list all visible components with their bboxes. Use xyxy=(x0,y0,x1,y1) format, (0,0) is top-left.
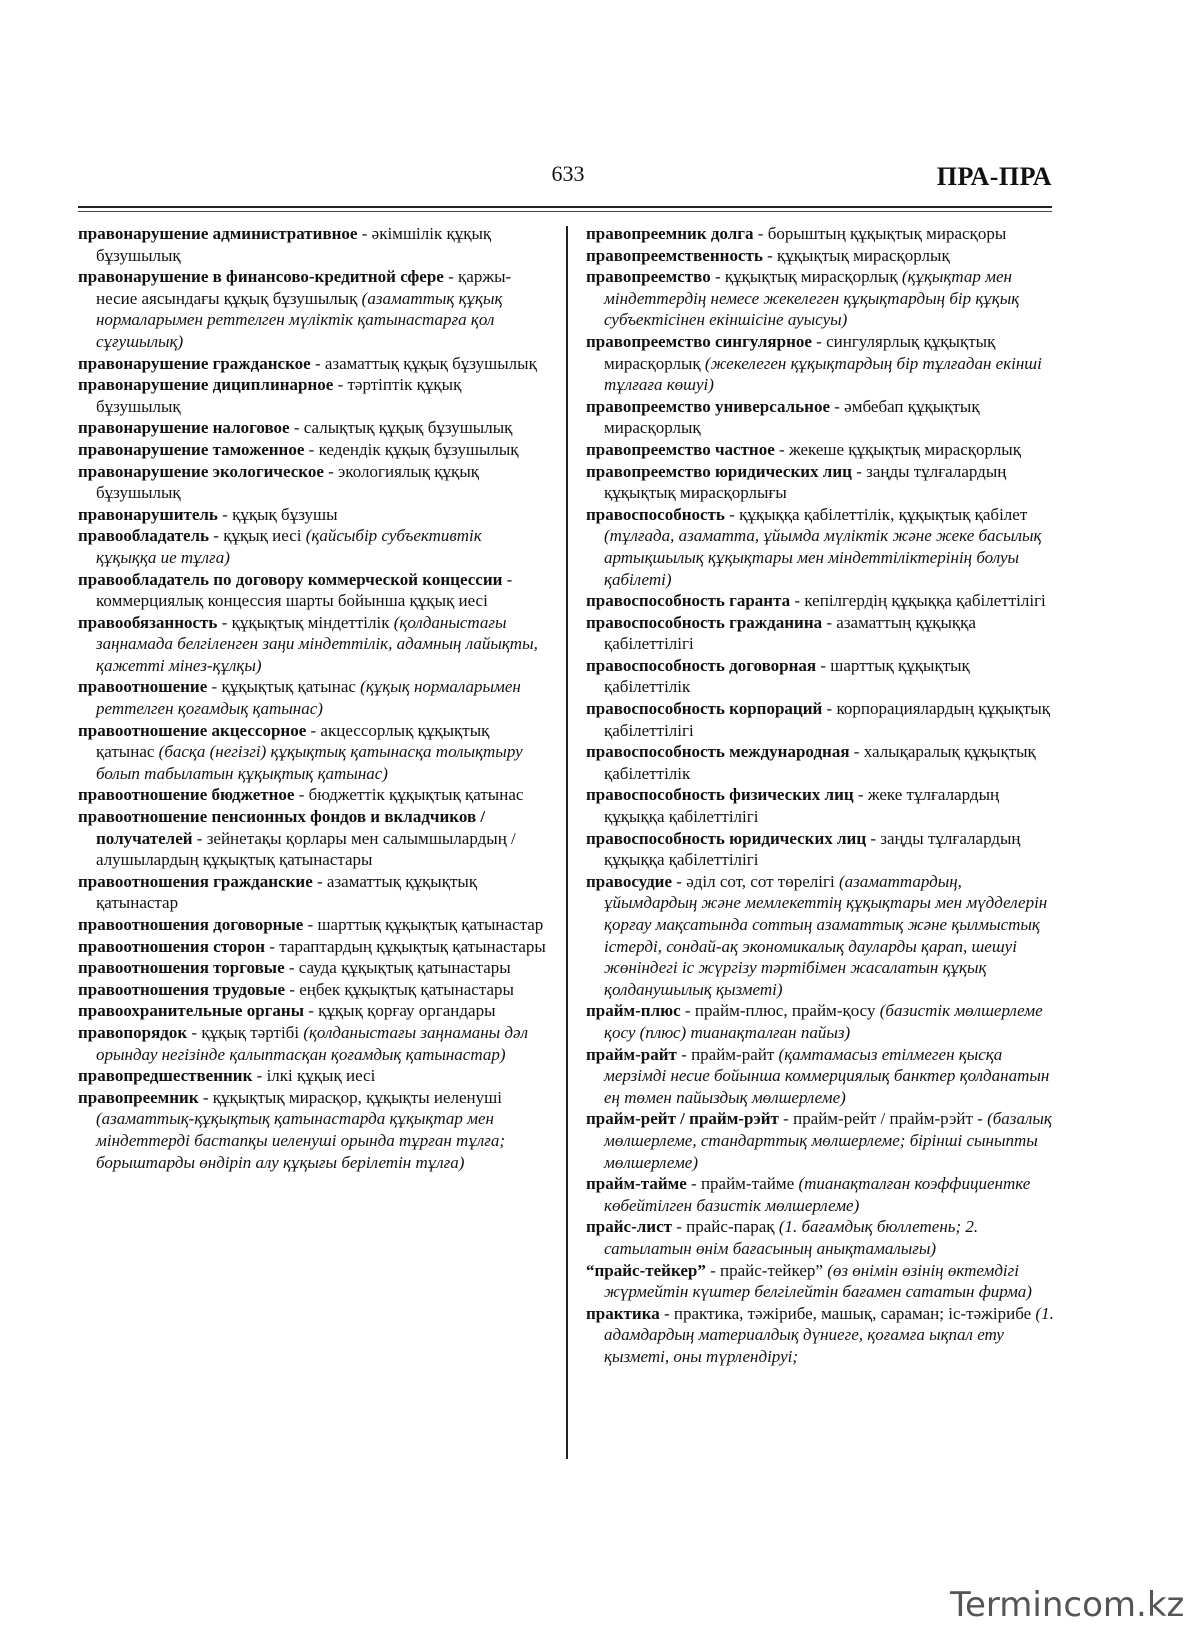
entry-gloss: (өз өнімін өзінің өктемдігі жүрмейтін күштер белгілейтін бағамен сататын фирма) xyxy=(604,1260,1032,1302)
dictionary-entry xyxy=(586,871,1056,1001)
entry-definition: азаматтың құқыққа қабілеттілігі xyxy=(604,612,976,654)
entry-definition: әкімшілік құқық бұзушылық xyxy=(96,224,492,265)
dictionary-entry xyxy=(78,223,546,266)
entry-separator: - xyxy=(357,224,372,243)
header-rule-thick xyxy=(78,206,1052,208)
entry-headword: правоотношения торговые xyxy=(78,958,285,978)
entry-separator: - xyxy=(659,1303,674,1323)
entry-gloss: (құқық нормаларымен реттелген қоғамдық қатынас) xyxy=(96,677,521,719)
entry-definition: тәртіптік құқық бұзушылық xyxy=(96,375,462,416)
dictionary-entry xyxy=(586,461,1056,504)
entry-separator: - xyxy=(217,612,232,632)
entry-headword: правосудие xyxy=(586,871,673,891)
site-logo-text: Termincom.kz xyxy=(950,1585,1184,1625)
dictionary-entry xyxy=(586,655,1056,698)
dictionary-entry xyxy=(78,914,546,936)
entry-gloss: (1. бағамдық бюллетень; 2. сатылатын өнім бағасының анықтамалығы) xyxy=(604,1217,979,1258)
entry-definition: сауда құқықтық қатынастары xyxy=(298,958,511,978)
entry-separator: - xyxy=(217,504,233,524)
entry-definition: прайм-райт xyxy=(691,1044,775,1064)
dictionary-entry xyxy=(586,741,1056,784)
entry-gloss: (қамтамасыз етілмеген қысқа мерзімді несие бойынша коммерциялық банктер қолданатын ең төмен пайыздық мөлшерлеме) xyxy=(604,1044,1050,1107)
entry-definition: әділ сот, сот төрелігі xyxy=(686,871,835,891)
entry-gloss: (қайсыбір субъективтік құқыққа ие тұлға) xyxy=(96,526,482,567)
entry-separator: - xyxy=(822,699,837,719)
entry-headword: прайм-рейт / прайм-рэйт xyxy=(586,1109,779,1129)
entry-headword: правоспособность физических лиц xyxy=(586,785,854,805)
entry-separator: - xyxy=(830,396,845,416)
entry-separator: - xyxy=(312,871,327,891)
entry-definition: коммерциялық концессия шарты бойынша құқық иесі xyxy=(96,591,488,611)
dictionary-entry xyxy=(586,828,1056,871)
entry-headword: правоотношения трудовые xyxy=(78,979,286,999)
dictionary-entry xyxy=(78,374,546,417)
entry-gloss: - (базалық мөлшерлеме, стандарттық мөлшерлеме; бірінші сыныпты мөлшерлеме) xyxy=(604,1109,1052,1172)
entry-separator: - xyxy=(303,915,318,934)
dictionary-entry xyxy=(586,698,1056,741)
entry-separator: - xyxy=(849,742,864,762)
dictionary-entry xyxy=(586,1173,1056,1216)
dictionary-entry xyxy=(78,871,546,914)
entry-definition: әмбебап құқықтық мирасқорлық xyxy=(604,396,980,438)
entry-separator: - xyxy=(289,418,304,438)
entry-headword: правонарушение дициплинарное xyxy=(78,375,334,395)
entry-gloss: (азаматтардың, ұйымдардың және мемлекеттің құқықтары мен мүдделерін қорғау мақсатында соттың азаматтық және қылмыстық істерді, сондай-ақ экономикалық дауларды қарап, шешуі жөніндегі іс жүргізу тәртібімен жасалатын құқық қолданушылық қызметі) xyxy=(604,871,1048,999)
dictionary-entry xyxy=(586,1108,1056,1173)
entry-definition: халықаралық құқықтық қабілеттілік xyxy=(604,742,1036,783)
dictionary-entry xyxy=(78,353,546,375)
dictionary-entry xyxy=(586,439,1056,461)
dictionary-entry xyxy=(586,331,1056,396)
dictionary-entry xyxy=(78,417,546,439)
entry-headword: правообязанность xyxy=(78,612,218,632)
entry-definition: прайм-плюс, прайм-қосу xyxy=(694,1001,876,1021)
entry-headword: правоотношения гражданские xyxy=(78,871,313,891)
entry-definition: тараптардың құқықтық қатынастары xyxy=(279,936,546,956)
entry-definition: бюджеттік құқықтық қатынас xyxy=(308,785,524,805)
entry-gloss: (қолданыстағы заңнамада белгіленген заңи міндеттілік, адамның лайықты, қажетті мінез-құлқы) xyxy=(96,612,538,675)
entry-headword: правоспособность гражданина xyxy=(586,612,823,632)
entry-headword: правопреемство сингулярное xyxy=(586,331,812,351)
entry-definition: жеке тұлғалардың құқыққа қабілеттілігі xyxy=(604,785,1000,827)
entry-headword: прайм-райт xyxy=(586,1044,677,1064)
entry-headword: прайс-лист xyxy=(586,1217,672,1237)
dictionary-entry xyxy=(78,504,546,526)
entry-headword: правопреемство юридических лиц xyxy=(586,461,852,481)
entry-separator: - xyxy=(285,979,300,999)
dictionary-entry xyxy=(78,461,546,504)
entry-separator: - xyxy=(284,958,299,978)
entry-definition: заңды тұлғалардың құқыққа қабілеттілігі xyxy=(604,828,1021,870)
dictionary-entry xyxy=(586,266,1056,331)
entry-headword: правонарушение гражданское xyxy=(78,353,311,373)
dictionary-entry xyxy=(78,720,546,785)
entry-definition: құқықтық міндеттілік xyxy=(231,612,390,632)
dictionary-entry xyxy=(78,1087,546,1173)
entry-headword: правонарушение экологическое xyxy=(78,461,324,481)
dictionary-entry xyxy=(78,1065,546,1087)
entry-headword: правонарушение таможенное xyxy=(78,439,305,459)
entry-separator: - xyxy=(774,439,789,459)
entry-separator: - xyxy=(304,439,319,459)
left-column xyxy=(78,223,546,1173)
entry-separator: - xyxy=(816,655,831,675)
entry-headword: прайм-плюс xyxy=(586,1001,681,1021)
entry-separator: - xyxy=(676,1044,692,1064)
entry-definition: жекеше құқықтық мирасқорлық xyxy=(788,439,1021,459)
entry-headword: правонарушение налоговое xyxy=(78,418,290,438)
entry-separator: - xyxy=(207,677,222,697)
entry-separator: - xyxy=(671,1217,687,1237)
entry-definition: құқықтық мирасқор, құқықты иеленуші xyxy=(212,1087,502,1107)
entry-headword: правопреемник xyxy=(78,1087,199,1107)
dictionary-entry xyxy=(78,525,546,568)
entry-headword: правоохранительные органы xyxy=(78,1001,304,1021)
entry-definition: қаржы-несие аясындағы құқық бұзушылық xyxy=(96,267,512,308)
entry-separator: - xyxy=(762,245,778,265)
entry-headword: правообладатель xyxy=(78,526,210,546)
dictionary-entry xyxy=(586,245,1056,267)
entry-headword: правонарушение в финансово-кредитной сфере xyxy=(78,267,444,287)
entry-definition: кедендік құқық бұзушылық xyxy=(318,439,519,459)
entry-separator: - xyxy=(192,828,207,848)
entry-gloss: (қолданыстағы заңнаманы дәл орындау негізінде қалыптасқан қоғамдық қатынастар) xyxy=(96,1022,528,1064)
entry-headword: правонарушитель xyxy=(78,504,218,524)
dictionary-entry xyxy=(586,1044,1056,1109)
dictionary-entry xyxy=(586,504,1056,590)
entry-gloss: (құқықтар мен міндеттердің немесе жекелеген құқықтардың бір құқық субъектісінен екіншісіне ауысуы) xyxy=(604,267,1020,330)
entry-separator: - xyxy=(443,267,459,287)
dictionary-entry xyxy=(78,266,546,352)
dictionary-entry xyxy=(586,396,1056,439)
dictionary-entry xyxy=(586,1303,1056,1368)
entry-gloss: (басқа (негізгі) құқықтық қатынасқа толықтыру болып табылатын құқықтық қатынас) xyxy=(96,742,523,783)
entry-definition: прайм-тайме xyxy=(700,1174,795,1194)
entry-definition: практика, тәжірибе, машық, сараман; іс-тәжірибе xyxy=(673,1303,1032,1323)
entry-definition: құқыққа қабілеттілік, құқықтық қабілет xyxy=(739,504,1028,524)
entry-definition: прайм-рейт / прайм-рэйт xyxy=(793,1109,973,1129)
entry-definition: прайс-тейкер” xyxy=(720,1260,823,1280)
entry-definition: құқықтық қатынас xyxy=(221,677,356,697)
entry-separator: - xyxy=(333,375,348,395)
entry-gloss: (тұлғада, азаматта, ұйымда мүліктік және жеке басылық артықшылық құқықтары мен міндеттіліктерінің болуы қабілеті) xyxy=(604,526,1042,589)
entry-definition: борыштың құқықтық мирасқоры xyxy=(767,224,1007,243)
entry-gloss: (жекелеген құқықтардың бір тұлғадан екінші тұлғаға көшуі) xyxy=(604,353,1042,395)
entry-headword: правоотношения сторон xyxy=(78,936,266,956)
entry-separator: - xyxy=(724,504,740,524)
entry-gloss: (1. адамдардың материалдық дүниеге, қоғамға ықпал ету қызметі, оны түрлендіруі; xyxy=(604,1303,1054,1366)
right-column xyxy=(586,223,1056,1367)
header-rule-thin xyxy=(78,211,1052,212)
running-head: ПРА-ПРА xyxy=(936,162,1052,191)
entry-definition: құқық қорғау органдары xyxy=(318,1001,496,1021)
entry-separator: - xyxy=(790,591,805,611)
entry-definition: салықтық құқық бұзушылық xyxy=(303,418,513,438)
entry-headword: правоспособность юридических лиц xyxy=(586,828,867,848)
entry-headword: правоотношение xyxy=(78,677,208,697)
dictionary-entry xyxy=(78,979,546,1001)
entry-headword: правопорядок xyxy=(78,1022,188,1042)
dictionary-entry xyxy=(78,806,546,871)
entry-definition: құқық бұзушы xyxy=(232,504,338,524)
entry-headword: правопредшественник xyxy=(78,1066,253,1086)
entry-definition: сингулярлық құқықтық мирасқорлық xyxy=(604,331,996,373)
dictionary-entry xyxy=(586,1216,1056,1259)
entry-headword: практика xyxy=(586,1303,660,1323)
entry-definition: зейнетақы қорлары мен салымшылардың / алушылардың құқықтық қатынастары xyxy=(96,828,516,870)
dictionary-entry xyxy=(586,1260,1056,1303)
entry-headword: правоотношения договорные xyxy=(78,915,304,934)
entry-headword: правопреемник долга xyxy=(586,224,754,243)
dictionary-entry xyxy=(78,439,546,461)
dictionary-entry xyxy=(586,223,1056,245)
entry-separator: - xyxy=(294,785,309,805)
entry-definition: құқықтық мирасқорлық xyxy=(724,267,898,287)
entry-definition: прайс-парақ xyxy=(686,1217,775,1237)
entry-headword: правоотношение акцессорное xyxy=(78,720,307,740)
entry-definition: шарттық құқықтық қатынастар xyxy=(317,915,544,934)
entry-headword: “прайс-тейкер” xyxy=(586,1260,706,1280)
entry-separator: - xyxy=(265,936,280,956)
entry-gloss: (азаматтық құқық нормаларымен реттелген мүліктік қатынастарға қол сұғушылық) xyxy=(96,288,503,351)
entry-separator: - xyxy=(866,828,881,848)
dictionary-entry xyxy=(586,784,1056,827)
entry-headword: правоспособность договорная xyxy=(586,655,817,675)
entry-separator: - xyxy=(853,785,868,805)
entry-separator: - xyxy=(209,526,224,546)
entry-definition: ілкі құқық иесі xyxy=(266,1066,376,1086)
entry-definition: корпорациялардың құқықтық қабілеттілігі xyxy=(604,699,1051,740)
entry-headword: прайм-тайме xyxy=(586,1174,687,1194)
dictionary-entry xyxy=(586,612,1056,655)
entry-headword: правоспособность корпораций xyxy=(586,699,823,719)
entry-separator: - xyxy=(310,353,325,373)
entry-definition: азаматтық құқықтық қатынастар xyxy=(96,871,478,913)
entry-definition: құқықтық мирасқорлық xyxy=(777,245,950,265)
column-divider xyxy=(566,226,568,1459)
entry-gloss: (тианақталған коэффициентке көбейтілген базистік мөлшерлеме) xyxy=(604,1174,1031,1215)
entry-separator: - xyxy=(778,1109,794,1129)
site-logo xyxy=(950,1585,1184,1625)
entry-definition: акцессорлық құқықтық қатынас xyxy=(96,720,490,762)
page-number: 633 xyxy=(551,161,585,186)
dictionary-entry xyxy=(78,1022,546,1065)
entry-gloss: (азаматтық-құқықтық қатынастарда құқықтар мен міндеттерді бастапқы иеленуші орында тұрған тұлға; борыштарды өндіріп алу құқығы берілетін тұлға) xyxy=(96,1109,506,1172)
dictionary-entry xyxy=(78,957,546,979)
entry-separator: - xyxy=(811,331,827,351)
entry-separator: - xyxy=(502,569,513,589)
entry-headword: правоспособность xyxy=(586,504,725,524)
entry-headword: правоотношение бюджетное xyxy=(78,785,295,805)
entry-headword: правоспособность международная xyxy=(586,742,850,762)
entry-headword: правонарушение административное xyxy=(78,224,358,243)
entry-separator: - xyxy=(680,1001,695,1021)
entry-headword: правопреемство xyxy=(586,267,711,287)
entry-separator: - xyxy=(198,1087,213,1107)
dictionary-entry xyxy=(78,936,546,958)
dictionary-entry xyxy=(78,676,546,719)
entry-gloss: (базистік мөлшерлеме қосу (плюс) тианақталған пайыз) xyxy=(604,1001,1043,1042)
entry-headword: правопреемство универсальное xyxy=(586,396,830,416)
entry-separator: - xyxy=(851,461,867,481)
entry-separator: - xyxy=(672,871,687,891)
entry-definition: еңбек құқықтық қатынастары xyxy=(299,979,514,999)
entry-separator: - xyxy=(303,1001,319,1021)
entry-separator: - xyxy=(822,612,837,632)
entry-definition: экологиялық құқық бұзушылық xyxy=(96,461,480,503)
entry-headword: правопреемство частное xyxy=(586,439,775,459)
entry-definition: заңды тұлғалардың құқықтық мирасқорлығы xyxy=(604,461,1007,503)
entry-headword: правопреемственность xyxy=(586,245,763,265)
entry-definition: шарттық құқықтық қабілеттілік xyxy=(604,655,970,697)
entry-separator: - xyxy=(252,1066,267,1086)
entry-separator: - xyxy=(753,224,768,243)
dictionary-entry xyxy=(78,612,546,677)
entry-definition: кепілгердің құқыққа қабілеттілігі xyxy=(804,591,1046,611)
dictionary-entry xyxy=(586,1000,1056,1043)
dictionary-entry xyxy=(78,784,546,806)
entry-definition: азаматтық құқық бұзушылық xyxy=(324,353,537,373)
dictionary-entry xyxy=(78,1000,546,1022)
entry-definition: құқық иесі xyxy=(223,526,302,546)
entry-headword: правообладатель по договору коммерческой концессии xyxy=(78,569,503,589)
entry-separator: - xyxy=(686,1174,701,1194)
entry-separator: - xyxy=(323,461,339,481)
entry-separator: - xyxy=(306,720,321,740)
entry-separator: - xyxy=(187,1022,202,1042)
entry-separator: - xyxy=(710,267,725,287)
entry-definition: құқық тәртібі xyxy=(201,1022,300,1042)
entry-headword: правоспособность гаранта xyxy=(586,591,791,611)
entry-separator: - xyxy=(705,1260,720,1280)
dictionary-entry xyxy=(586,590,1056,612)
dictionary-entry xyxy=(78,569,546,612)
entry-headword: правоотношение пенсионных фондов и вкладчиков / получателей xyxy=(78,807,486,848)
